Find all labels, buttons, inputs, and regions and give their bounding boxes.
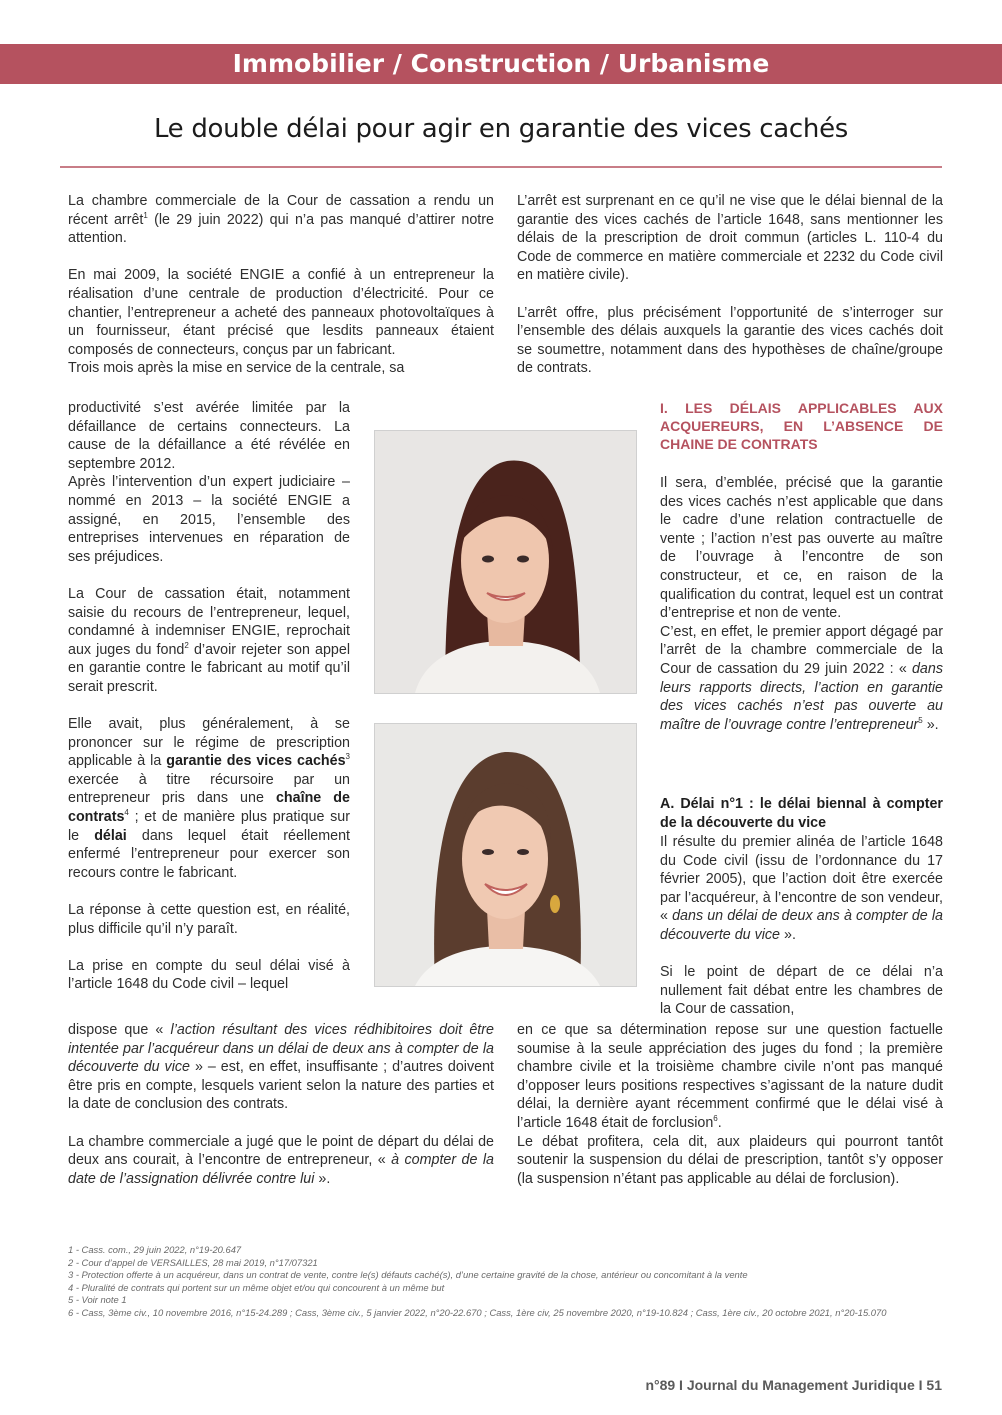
portrait-illustration	[375, 724, 636, 986]
section-heading: I. LES DÉLAIS APPLICABLES AUX ACQUEREURS, EN L’ABSENCE DE CHAINE DE CONTRATS	[660, 400, 943, 452]
paragraph: en ce que sa détermination repose sur une question factuelle soumise à la seule appréciation des juges du fond ; la première chambre civile et la troisième chambre civile n’ont pas manqué d’opposer leurs positions respectives s’agissant de la nature dudit délai, la dernière ayant récemment confirmé que le délai visé à l’article 1648 était de forclusion$^6$.	[517, 1022, 943, 1131]
paragraph: Trois mois après la mise en service de la centrale, sa	[68, 360, 405, 377]
author-photo-1	[374, 430, 637, 694]
left-column-bottom	[68, 1021, 494, 1188]
title-divider	[60, 166, 942, 168]
paragraph: Si le point de départ de ce délai n’a nullement fait débat entre les chambres de la Cour de cassation,	[660, 964, 943, 1018]
paragraph: Elle avait, plus généralement, à se prononcer sur le régime de prescription applicable à la garantie des vices cachés$^3$ exercée à titre récursoire par un entrepreneur pris dans une chaîne de contrats$^4$ ; et de manière plus pratique sur le délai dans lequel était réellement enfermé l’entrepreneur pour exercer son recours contre le fabricant.	[68, 716, 350, 881]
page-footer: n°89 I Journal du Management Juridique I 51	[645, 1377, 942, 1393]
paragraph: C’est, en effet, le premier apport dégagé par l’arrêt de la chambre commerciale de la Cour de cassation du 29 juin 2022 : « dans leurs rapports directs, l’action en garantie des vices cachés n’est pas ouverte au maître de l’ouvrage contre l’entrepreneur$^5$ ».	[660, 623, 943, 733]
portrait-illustration	[375, 431, 636, 693]
section-title: Immobilier / Construction / Urbanisme	[232, 49, 770, 78]
footnotes	[68, 1244, 948, 1320]
section-banner	[0, 44, 1002, 84]
paragraph: La prise en compte du seul délai visé à l’article 1648 du Code civil – lequel	[68, 957, 350, 993]
paragraph: La chambre commerciale de la Cour de cassation a rendu un récent arrêt$^1$ (le 29 juin 2022) qui n’a pas manqué d’attirer notre attention.	[68, 193, 494, 247]
footnote: 2 - Cour d’appel de VERSAILLES, 28 mai 2019, n°17/07321	[68, 1256, 318, 1268]
left-column-top	[68, 192, 494, 378]
paragraph: La chambre commerciale a jugé que le point de départ du délai de deux ans courait, à l’encontre de entrepreneur, « à compter de la date de l’assignation délivrée contre lui ».	[68, 1133, 495, 1187]
footnote: 5 - Voir note 1	[68, 1294, 127, 1306]
paragraph: En mai 2009, la société ENGIE a confié à un entrepreneur la réalisation d’une centrale de production d’électricité. Pour ce chantier, l’entrepreneur a acheté des panneaux photovoltaïques à un fournisseur, étant précisé que lesdits panneaux étaient composés de connecteurs, conçus par un fabricant.	[68, 267, 494, 358]
article-title: Le double délai pour agir en garantie des vices cachés	[153, 114, 849, 144]
paragraph: Le débat profitera, cela dit, aux plaideurs qui pourront tantôt soutenir la suspension du délai de prescription, tantôt s’y opposer (la suspension n’étant pas applicable au délai de forclusion).	[517, 1133, 943, 1187]
author-photo-2	[374, 723, 637, 987]
left-column-narrow	[68, 399, 350, 994]
paragraph: La réponse à cette question est, en réalité, plus difficile qu’il n’y paraît.	[68, 902, 350, 937]
paragraph: dispose que « l’action résultant des vices rédhibitoires doit être intentée par l’acquéreur dans un délai de deux ans à compter de la découverte du vice » – est, en effet, insuffisante ; d’autres doivent être pris en compte, lesquels varient selon la nature des parties et la date de conclusion des contrats.	[68, 1022, 494, 1113]
paragraph: Il résulte du premier alinéa de l’article 1648 du Code civil (issu de l’ordonnance du 17 février 2005), que l’action doit être exercée par l’acquéreur, à l’encontre de son vendeur, « dans un délai de deux ans à compter de la découverte du vice ».	[660, 834, 943, 943]
paragraph: La Cour de cassation était, notamment saisie du recours de l’entrepreneur, lequel, condamné à indemniser ENGIE, reprochait aux juges du fond$^2$ d’avoir rejeter son appel en garantie contre le fabricant au motif qu’il serait prescrit.	[68, 585, 351, 695]
footnote: 3 - Protection offerte à un acquéreur, dans un contrat de vente, contre le(s) défauts caché(s), d’une certaine gravité de la chose, antérieur ou concomitant à la vente	[68, 1269, 748, 1281]
footnote: 4 - Pluralité de contrats qui portent sur un même objet et/ou qui concourent à un même but	[68, 1281, 445, 1293]
paragraph: Après l’intervention d’un expert judiciaire – nommé en 2013 – la société ENGIE a assigné, en 2015, l’ensemble des entreprises intervenues en réparation de ses préjudices.	[68, 474, 350, 565]
paragraph: L’arrêt est surprenant en ce qu’il ne vise que le délai biennal de la garantie des vices cachés de l’article 1648, sans mentionner les délais de la prescription de droit commun (articles L. 110-4 du Code de commerce en matière commerciale et 2232 du Code civil en matière civile).	[517, 193, 943, 284]
paragraph: productivité s’est avérée limitée par la défaillance de certains connecteurs. La cause de la défaillance a été révélée en septembre 2012.	[68, 400, 350, 472]
right-column-narrow-2	[660, 833, 943, 1019]
right-column-narrow	[660, 474, 943, 734]
footnote: 6 - Cass, 3ème civ., 10 novembre 2016, n°15-24.289 ; Cass, 3ème civ., 5 janvier 2022, n°20-22.670 ; Cass, 1ère civ, 25 novembre 2020, n°19-10.824 ; Cass, 1ère civ., 20 octobre 2021, n°20-15.070	[68, 1306, 887, 1318]
right-column-top	[517, 192, 943, 378]
footnote: 1 - Cass. com., 29 juin 2022, n°19-20.647	[68, 1244, 242, 1255]
subsection-heading: A. Délai n°1 : le délai biennal à compter de la découverte du vice	[660, 796, 943, 831]
paragraph: Il sera, d’emblée, précisé que la garantie des vices cachés n’est applicable que dans le cadre d’une relation contractuelle de vente ; l’action n’est pas ouverte au maître de l’ouvrage à l’encontre de son constructeur, et ce, en raison de la qualification du contrat, lequel est un contrat d’entreprise et non de vente.	[660, 475, 943, 622]
paragraph: L’arrêt offre, plus précisément l’opportunité de s’interroger sur l’ensemble des délais auxquels la garantie des vices cachés doit se soumettre, notamment dans des hypothèses de chaîne/groupe de contrats.	[517, 304, 943, 377]
right-column-bottom	[517, 1021, 943, 1188]
